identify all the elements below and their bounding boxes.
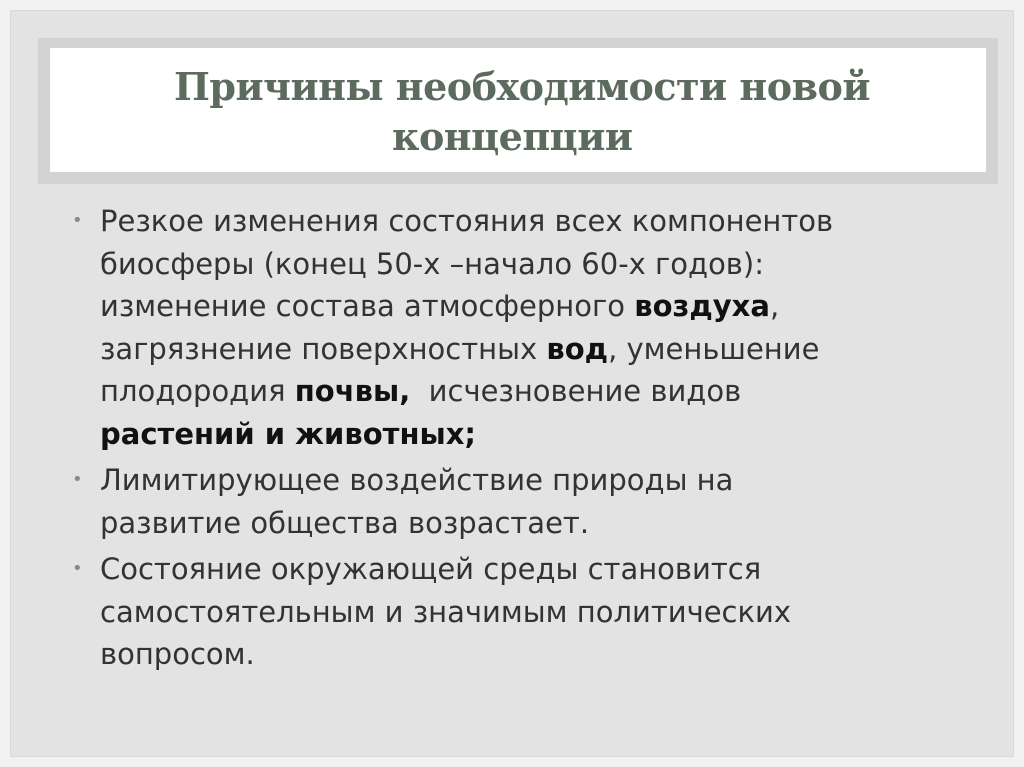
bullet-1-line-3: изменение состава атмосферного воздуха, bbox=[100, 289, 780, 323]
emphasis-soil: почвы, bbox=[294, 374, 411, 408]
slide-title bbox=[174, 62, 986, 162]
bullet-1-line-1: Резкое изменения состояния всех компонентов bbox=[100, 204, 834, 238]
bullet-dot-icon: • bbox=[72, 558, 83, 579]
bullet-1-line-2: биосферы (конец 50-х –начало 60-х годов): bbox=[100, 246, 764, 281]
bullet-dot-icon: • bbox=[72, 469, 83, 490]
emphasis-water: вод bbox=[546, 331, 609, 366]
title-line-1: Причины необходимости новой bbox=[174, 64, 871, 109]
bullet-dot-icon: • bbox=[72, 210, 83, 231]
emphasis-plants-animals: растений и животных; bbox=[100, 416, 477, 451]
bullet-3-line-1: Состояние окружающей среды становится bbox=[100, 552, 762, 586]
emphasis-air: воздуха bbox=[634, 289, 770, 323]
title-panel bbox=[50, 48, 986, 172]
bullet-list bbox=[72, 200, 932, 680]
title-line-2: концепции bbox=[392, 114, 633, 159]
bullet-item-3 bbox=[72, 548, 932, 676]
bullet-1-line-4: загрязнение поверхностных вод, уменьшение bbox=[100, 331, 820, 366]
bullet-1-line-5: плодородия почвы, исчезновение видов bbox=[100, 374, 742, 408]
bullet-item-1 bbox=[72, 200, 932, 455]
slide bbox=[10, 10, 1014, 757]
bullet-2-line-2: развитие общества возрастает. bbox=[100, 505, 590, 540]
bullet-item-2 bbox=[72, 459, 932, 544]
bullet-3-line-3: вопросом. bbox=[100, 637, 255, 671]
title-frame bbox=[38, 38, 998, 184]
bullet-3-line-2: самостоятельным и значимым политических bbox=[100, 594, 792, 629]
bullet-2-line-1: Лимитирующее воздействие природы на bbox=[100, 463, 734, 497]
